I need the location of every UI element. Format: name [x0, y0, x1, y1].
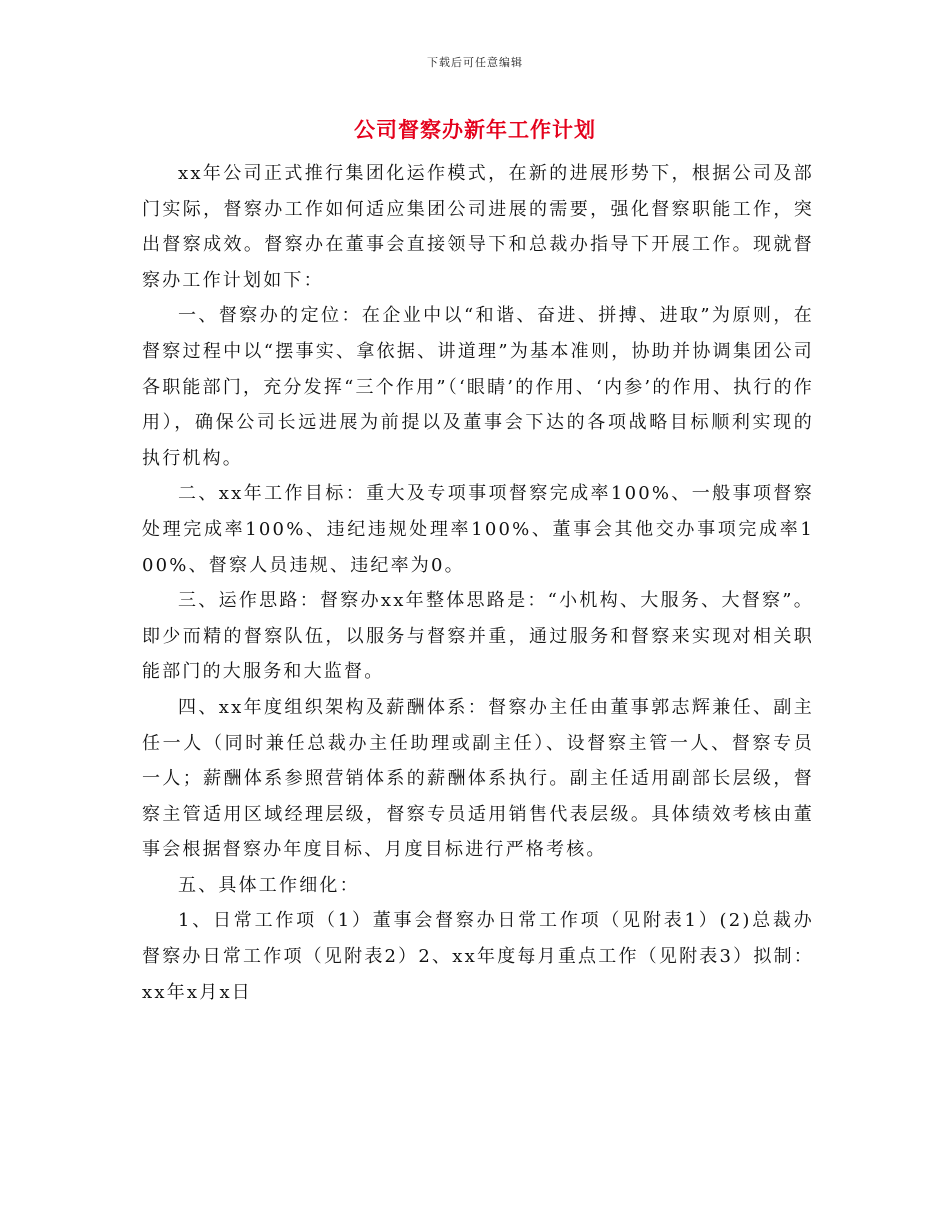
paragraph-approach: 三、运作思路：督察办xx年整体思路是：“小机构、大服务、大督察”。即少而精的督察队伍，以服务与督察并重，通过服务和督察来实现对相关职能部门的大服务和大监督。	[142, 590, 814, 683]
document-body	[142, 156, 814, 1010]
paragraph-goals: 二、xx年工作目标：重大及专项事项督察完成率100%、一般事项督察处理完成率100%、违纪违规处理率100%、董事会其他交办事项完成率100%、督察人员违规、违纪率为0。	[142, 483, 814, 576]
paragraph-details-heading: 五、具体工作细化：	[178, 874, 360, 896]
paragraph-positioning: 一、督察办的定位：在企业中以“和谐、奋进、拼搏、进取”为原则，在督察过程中以“摆事实、拿依据、讲道理”为基本准则，协助并协调集团公司各职能部门，充分发挥“三个作用”（‘眼睛’的作用、‘内参’的作用、执行的作用），确保公司长远进展为前提以及董事会下达的各项战略目标顺利实现的执行机构。	[142, 305, 814, 469]
paragraph-intro: xx年公司正式推行集团化运作模式，在新的进展形势下，根据公司及部门实际，督察办工作如何适应集团公司进展的需要，强化督察职能工作，突出督察成效。督察办在董事会直接领导下和总裁办指导下开展工作。现就督察办工作计划如下：	[142, 163, 814, 291]
document-title: 公司督察办新年工作计划	[354, 117, 596, 142]
header-note: 下载后可任意编辑	[427, 56, 523, 69]
paragraph-details: 1、日常工作项（1）董事会督察办日常工作项（见附表1）(2)总裁办督察办日常工作项（见附表2）2、xx年度每月重点工作（见附表3）拟制：xx年x月x日	[142, 910, 814, 1003]
paragraph-organization: 四、xx年度组织架构及薪酬体系：督察办主任由董事郭志辉兼任、副主任一人（同时兼任总裁办主任助理或副主任）、设督察主管一人、督察专员一人；薪酬体系参照营销体系的薪酬体系执行。副主任适用副部长层级，督察主管适用区域经理层级，督察专员适用销售代表层级。具体绩效考核由董事会根据督察办年度目标、月度目标进行严格考核。	[142, 696, 814, 861]
